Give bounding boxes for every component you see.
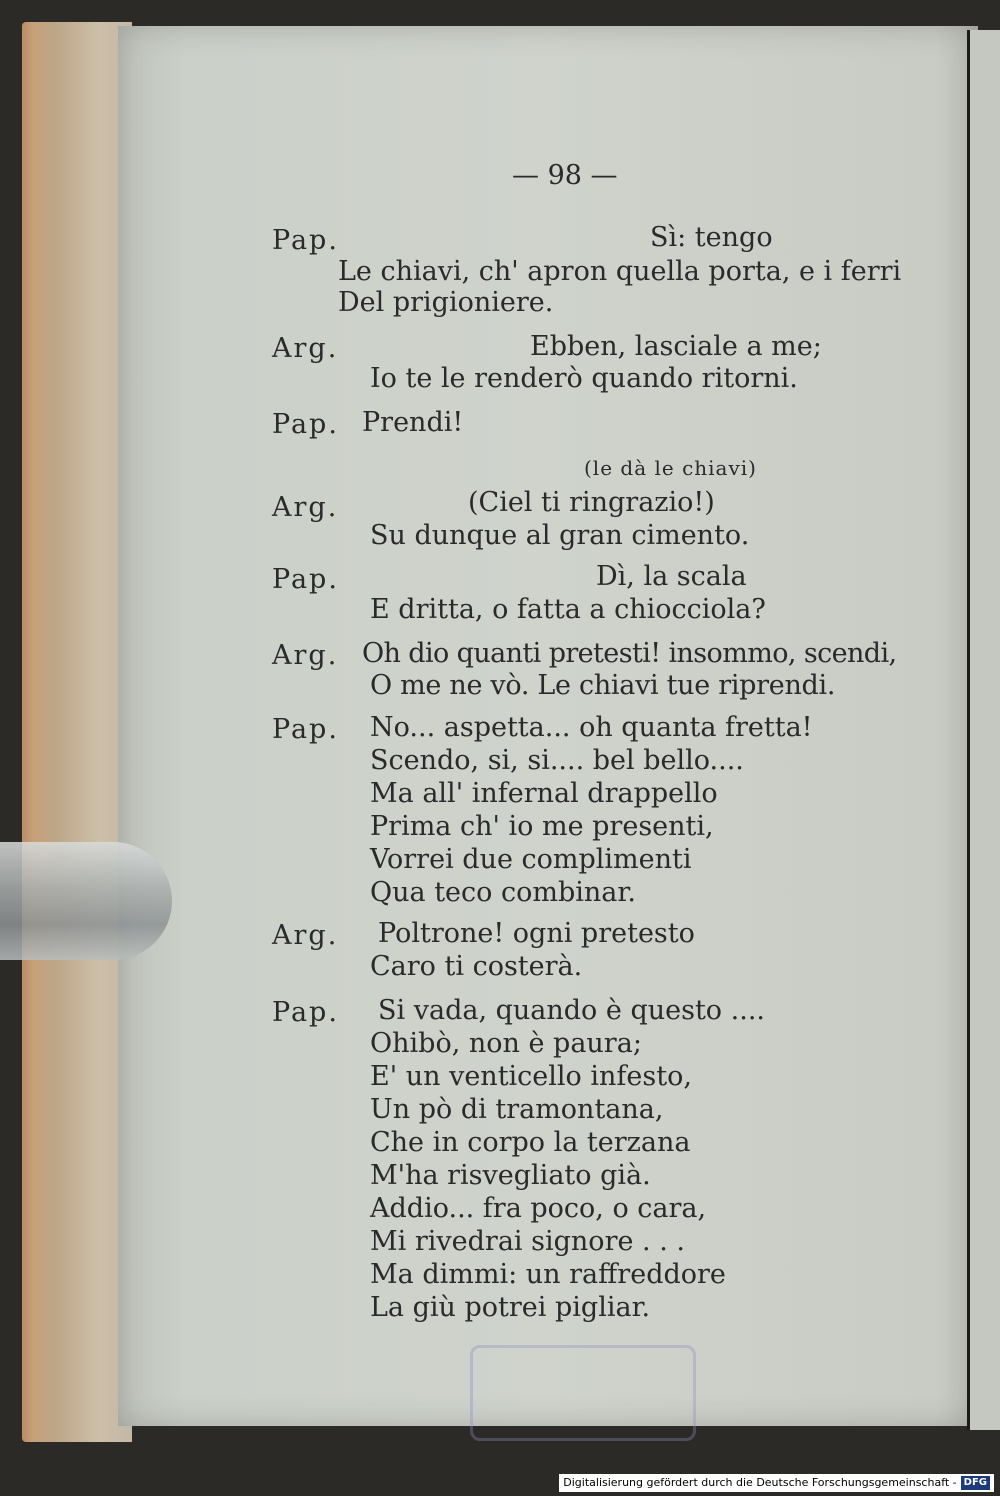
verse-line: Prendi!: [362, 407, 464, 438]
credit-text: Digitalisierung gefördert durch die Deutsche Forschungsgemeinschaft -: [563, 1476, 957, 1489]
verse-line: La giù potrei pigliar.: [370, 1292, 651, 1323]
page-number: — 98 —: [512, 160, 618, 191]
next-page-edge: [967, 30, 1000, 1430]
verse-line: Addio... fra poco, o cara,: [370, 1193, 707, 1224]
verse-line: M'ha risvegliato già.: [370, 1160, 651, 1191]
speaker-label: Pap.: [272, 225, 339, 256]
verse-line: Ma all' infernal drappello: [370, 778, 718, 809]
library-stamp: [470, 1345, 696, 1441]
verse-line: E' un venticello infesto,: [370, 1061, 692, 1092]
speaker-label: Pap.: [272, 714, 339, 745]
verse-line: Oh dio quanti pretesti! insommo, scendi,: [362, 638, 897, 669]
verse-line: Scendo, si, si.... bel bello....: [370, 745, 744, 776]
verse-line: Dì, la scala: [596, 561, 747, 592]
stage-direction: (le dà le chiavi): [584, 456, 757, 480]
verse-line: Del prigioniere.: [338, 287, 554, 318]
digitization-credit: [559, 1474, 994, 1492]
verse-line: (Ciel ti ringrazio!): [468, 487, 715, 518]
speaker-label: Arg.: [272, 492, 339, 523]
verse-line: Ohibò, non è paura;: [370, 1028, 642, 1059]
verse-line: Io te le renderò quando ritorni.: [370, 363, 798, 394]
dfg-logo: DFG: [961, 1476, 990, 1490]
verse-line: Un pò di tramontana,: [370, 1094, 664, 1125]
verse-line: Qua teco combinar.: [370, 877, 636, 908]
verse-line: E dritta, o fatta a chiocciola?: [370, 594, 766, 625]
verse-line: Si vada, quando è questo ....: [378, 995, 765, 1026]
verse-line: No... aspetta... oh quanta fretta!: [370, 712, 813, 743]
verse-line: O me ne vò. Le chiavi tue riprendi.: [370, 670, 836, 701]
verse-line: Le chiavi, ch' apron quella porta, e i ferri: [338, 256, 902, 287]
verse-line: Mi rivedrai signore . . .: [370, 1226, 685, 1257]
speaker-label: Arg.: [272, 333, 339, 364]
verse-line: Vorrei due complimenti: [370, 844, 692, 875]
speaker-label: Pap.: [272, 564, 339, 595]
speaker-label: Arg.: [272, 920, 339, 951]
verse-line: Sì: tengo: [650, 222, 773, 253]
verse-line: Prima ch' io me presenti,: [370, 811, 714, 842]
verse-line: Su dunque al gran cimento.: [370, 520, 750, 551]
page-clip: [0, 842, 172, 960]
speaker-label: Pap.: [272, 997, 339, 1028]
verse-line: Caro ti costerà.: [370, 951, 583, 982]
speaker-label: Arg.: [272, 640, 339, 671]
speaker-label: Pap.: [272, 409, 339, 440]
verse-line: Ebben, lasciale a me;: [530, 331, 822, 362]
book-page-edges: [22, 22, 132, 1442]
verse-line: Che in corpo la terzana: [370, 1127, 691, 1158]
verse-line: Poltrone! ogni pretesto: [378, 918, 695, 949]
verse-line: Ma dimmi: un raffreddore: [370, 1259, 726, 1290]
